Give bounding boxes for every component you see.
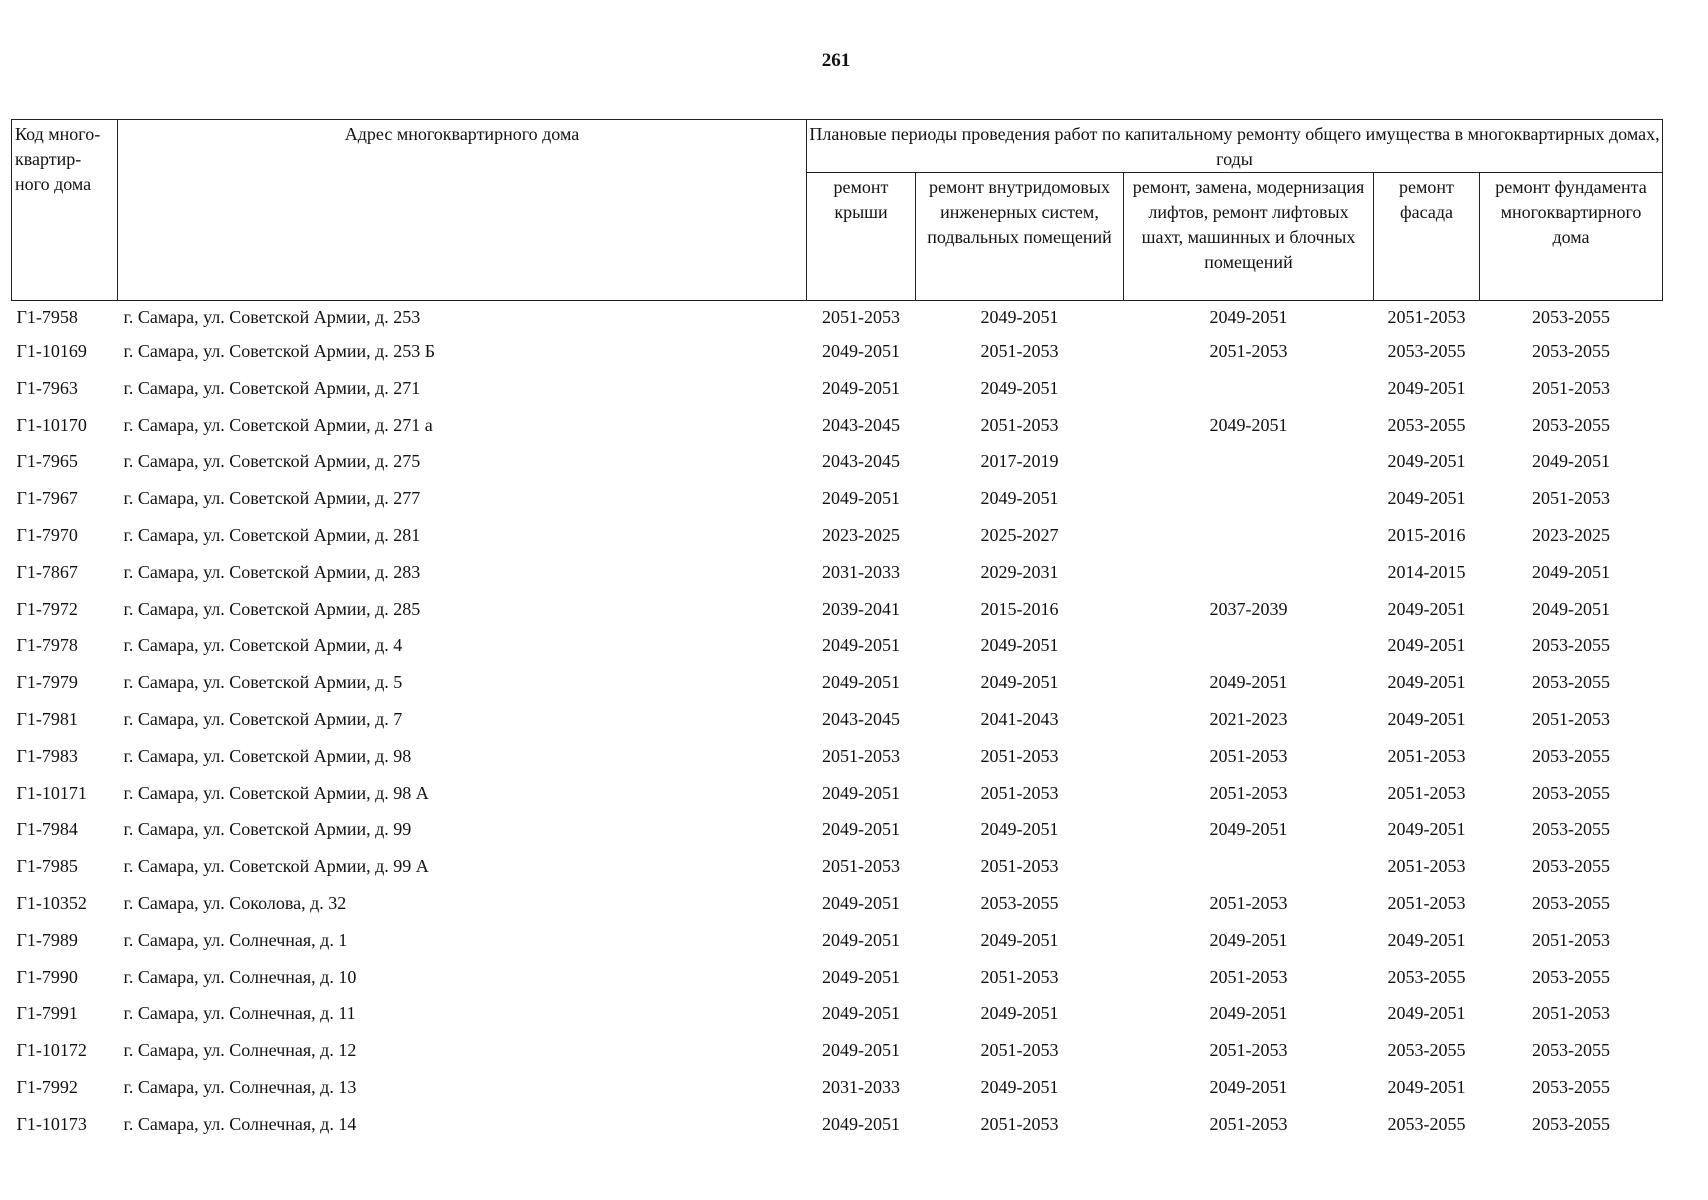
- cell-address: г. Самара, ул. Советской Армии, д. 4: [123, 635, 403, 656]
- cell-roof: 2051-2053: [822, 856, 900, 877]
- cell-roof: 2043-2045: [822, 414, 900, 435]
- cell-systems: 2049-2051: [980, 307, 1059, 327]
- table-row: [12, 448, 1663, 485]
- cell-facade: 2049-2051: [1387, 1076, 1466, 1097]
- cell-lifts: 2051-2053: [1209, 1113, 1288, 1134]
- cell-facade: 2049-2051: [1387, 819, 1466, 840]
- cell-code: Г1-10171: [16, 782, 87, 803]
- cell-address: г. Самара, ул. Советской Армии, д. 5: [123, 672, 403, 693]
- table-header: [12, 120, 1663, 301]
- cell-facade: 2049-2051: [1387, 672, 1466, 693]
- cell-facade: 2049-2051: [1387, 598, 1466, 619]
- cell-address: г. Самара, ул. Советской Армии, д. 253: [123, 307, 421, 327]
- cell-foundation: 2053-2055: [1532, 1113, 1610, 1134]
- cell-systems: 2049-2051: [980, 929, 1059, 950]
- cell-lifts: 2051-2053: [1209, 966, 1288, 987]
- cell-systems: 2029-2031: [980, 561, 1059, 582]
- cell-roof: 2049-2051: [822, 672, 900, 693]
- table-row: [12, 1074, 1663, 1111]
- table-row: [12, 1000, 1663, 1037]
- table-row: [12, 1111, 1663, 1148]
- repair-schedule-table: [11, 119, 1663, 1148]
- cell-address: г. Самара, ул. Солнечная, д. 12: [123, 1040, 357, 1061]
- cell-lifts: 2049-2051: [1209, 1076, 1288, 1097]
- cell-facade: 2049-2051: [1387, 488, 1466, 509]
- cell-lifts: [1124, 522, 1374, 559]
- cell-code: Г1-7990: [16, 966, 78, 987]
- header-roof: ремонт крыши: [807, 173, 916, 301]
- cell-lifts: [1124, 853, 1374, 890]
- cell-lifts: 2051-2053: [1209, 1040, 1288, 1061]
- header-address: Адрес многоквартирного дома: [118, 120, 807, 301]
- table-row: [12, 780, 1663, 817]
- cell-foundation: 2051-2053: [1532, 377, 1610, 398]
- table-body: [12, 301, 1663, 1148]
- cell-code: Г1-10172: [16, 1040, 87, 1061]
- cell-lifts: 2049-2051: [1209, 672, 1288, 693]
- cell-roof: 2049-2051: [822, 782, 900, 803]
- cell-systems: 2049-2051: [980, 488, 1059, 509]
- table-row: [12, 669, 1663, 706]
- cell-foundation: 2053-2055: [1532, 672, 1610, 693]
- cell-address: г. Самара, ул. Солнечная, д. 10: [123, 966, 357, 987]
- cell-facade: 2049-2051: [1387, 708, 1466, 729]
- cell-roof: 2049-2051: [822, 966, 900, 987]
- cell-foundation: 2051-2053: [1532, 708, 1610, 729]
- cell-roof: 2023-2025: [822, 524, 900, 545]
- cell-lifts: 2021-2023: [1209, 708, 1288, 729]
- cell-roof: 2043-2045: [822, 451, 900, 472]
- cell-lifts: 2049-2051: [1209, 414, 1288, 435]
- table-row: [12, 890, 1663, 927]
- cell-code: Г1-7983: [16, 745, 78, 766]
- cell-address: г. Самара, ул. Советской Армии, д. 277: [123, 488, 421, 509]
- table-row: [12, 596, 1663, 633]
- cell-roof: 2031-2033: [822, 1076, 900, 1097]
- cell-facade: 2053-2055: [1387, 1113, 1466, 1134]
- header-lifts: ремонт, замена, модернизация лифтов, ремонт лифтовых шахт, машинных и блочных помещений: [1124, 173, 1374, 301]
- cell-roof: 2049-2051: [822, 819, 900, 840]
- cell-facade: 2053-2055: [1387, 414, 1466, 435]
- cell-roof: 2049-2051: [822, 488, 900, 509]
- cell-lifts: [1124, 632, 1374, 669]
- table-row: [12, 522, 1663, 559]
- cell-systems: 2051-2053: [980, 966, 1059, 987]
- page-number: 261: [821, 50, 851, 71]
- cell-code: Г1-7963: [16, 377, 78, 398]
- cell-foundation: 2053-2055: [1532, 856, 1610, 877]
- table-row: [12, 485, 1663, 522]
- cell-foundation: 2053-2055: [1532, 745, 1610, 766]
- cell-code: Г1-7970: [16, 524, 78, 545]
- cell-roof: 2031-2033: [822, 561, 900, 582]
- cell-systems: 2049-2051: [980, 635, 1059, 656]
- cell-systems: 2041-2043: [980, 708, 1059, 729]
- cell-code: Г1-7991: [16, 1003, 78, 1024]
- cell-facade: 2051-2053: [1387, 892, 1466, 913]
- table-row: [12, 743, 1663, 780]
- cell-roof: 2039-2041: [822, 598, 900, 619]
- cell-systems: 2049-2051: [980, 819, 1059, 840]
- cell-lifts: 2049-2051: [1209, 307, 1288, 327]
- cell-systems: 2051-2053: [980, 782, 1059, 803]
- cell-foundation: 2023-2025: [1532, 524, 1610, 545]
- table-row: [12, 412, 1663, 449]
- cell-foundation: 2053-2055: [1532, 1076, 1610, 1097]
- cell-address: г. Самара, ул. Советской Армии, д. 271: [123, 377, 421, 398]
- cell-lifts: [1124, 559, 1374, 596]
- cell-address: г. Самара, ул. Советской Армии, д. 98 А: [123, 782, 429, 803]
- cell-roof: 2049-2051: [822, 1003, 900, 1024]
- header-systems: ремонт внутридомовых инженерных систем, подвальных помещений: [916, 173, 1124, 301]
- cell-systems: 2025-2027: [980, 524, 1059, 545]
- cell-lifts: 2051-2053: [1209, 745, 1288, 766]
- cell-foundation: 2053-2055: [1532, 635, 1610, 656]
- cell-facade: 2049-2051: [1387, 635, 1466, 656]
- cell-lifts: 2051-2053: [1209, 892, 1288, 913]
- cell-code: Г1-10173: [16, 1113, 87, 1134]
- table-row: [12, 816, 1663, 853]
- cell-code: Г1-7972: [16, 598, 78, 619]
- cell-foundation: 2051-2053: [1532, 488, 1610, 509]
- cell-address: г. Самара, ул. Советской Армии, д. 281: [123, 524, 421, 545]
- cell-roof: 2049-2051: [822, 377, 900, 398]
- cell-address: г. Самара, ул. Солнечная, д. 13: [123, 1076, 357, 1097]
- table-row: [12, 338, 1663, 375]
- cell-systems: 2053-2055: [980, 892, 1059, 913]
- cell-lifts: 2051-2053: [1209, 782, 1288, 803]
- cell-code: Г1-7958: [16, 307, 78, 327]
- cell-code: Г1-10352: [16, 892, 87, 913]
- cell-systems: 2017-2019: [980, 451, 1059, 472]
- cell-foundation: 2049-2051: [1532, 598, 1610, 619]
- header-foundation: ремонт фундамента многоквартирного дома: [1480, 173, 1663, 301]
- header-planned-periods: Плановые периоды проведения работ по капитальному ремонту общего имущества в многоквартирных домах, годы: [807, 120, 1663, 173]
- cell-systems: 2051-2053: [980, 1040, 1059, 1061]
- cell-address: г. Самара, ул. Солнечная, д. 14: [123, 1113, 357, 1134]
- cell-foundation: 2053-2055: [1532, 341, 1610, 361]
- cell-facade: 2014-2015: [1387, 561, 1466, 582]
- cell-roof: 2049-2051: [822, 1040, 900, 1061]
- cell-foundation: 2049-2051: [1532, 451, 1610, 472]
- cell-roof: 2051-2053: [822, 745, 900, 766]
- cell-code: Г1-7981: [16, 708, 78, 729]
- cell-facade: 2051-2053: [1387, 856, 1466, 877]
- table-row: [12, 1037, 1663, 1074]
- table-row: [12, 632, 1663, 669]
- cell-address: г. Самара, ул. Солнечная, д. 1: [123, 929, 348, 950]
- table-row: [12, 927, 1663, 964]
- table-row: [12, 301, 1663, 339]
- cell-address: г. Самара, ул. Советской Армии, д. 98: [123, 745, 412, 766]
- cell-lifts: 2049-2051: [1209, 819, 1288, 840]
- cell-foundation: 2053-2055: [1532, 1040, 1610, 1061]
- header-code: Код много-квартир-ного дома: [12, 120, 118, 301]
- cell-code: Г1-7992: [16, 1076, 78, 1097]
- cell-address: г. Самара, ул. Советской Армии, д. 7: [123, 708, 403, 729]
- cell-facade: 2053-2055: [1387, 1040, 1466, 1061]
- cell-address: г. Самара, ул. Солнечная, д. 11: [123, 1003, 356, 1024]
- cell-roof: 2049-2051: [822, 892, 900, 913]
- cell-lifts: 2049-2051: [1209, 929, 1288, 950]
- cell-lifts: 2037-2039: [1209, 598, 1288, 619]
- cell-lifts: [1124, 485, 1374, 522]
- cell-systems: 2051-2053: [980, 341, 1059, 361]
- cell-roof: 2049-2051: [822, 635, 900, 656]
- cell-address: г. Самара, ул. Советской Армии, д. 285: [123, 598, 421, 619]
- cell-code: Г1-10170: [16, 414, 87, 435]
- cell-code: Г1-10169: [16, 341, 87, 361]
- cell-facade: 2049-2051: [1387, 929, 1466, 950]
- cell-facade: 2051-2053: [1387, 307, 1466, 327]
- cell-foundation: 2053-2055: [1532, 782, 1610, 803]
- cell-systems: 2049-2051: [980, 672, 1059, 693]
- cell-facade: 2053-2055: [1387, 341, 1466, 361]
- cell-code: Г1-7989: [16, 929, 78, 950]
- cell-code: Г1-7984: [16, 819, 78, 840]
- cell-roof: 2051-2053: [822, 307, 900, 327]
- cell-lifts: 2051-2053: [1209, 341, 1288, 361]
- cell-foundation: 2053-2055: [1532, 966, 1610, 987]
- cell-code: Г1-7985: [16, 856, 78, 877]
- cell-address: г. Самара, ул. Советской Армии, д. 99 А: [123, 856, 429, 877]
- cell-systems: 2015-2016: [980, 598, 1059, 619]
- cell-code: Г1-7867: [16, 561, 78, 582]
- cell-facade: 2049-2051: [1387, 1003, 1466, 1024]
- cell-foundation: 2051-2053: [1532, 1003, 1610, 1024]
- cell-systems: 2049-2051: [980, 1076, 1059, 1097]
- cell-roof: 2049-2051: [822, 929, 900, 950]
- table-row: [12, 706, 1663, 743]
- cell-address: г. Самара, ул. Советской Армии, д. 283: [123, 561, 421, 582]
- cell-code: Г1-7967: [16, 488, 78, 509]
- cell-foundation: 2049-2051: [1532, 561, 1610, 582]
- cell-systems: 2051-2053: [980, 745, 1059, 766]
- cell-roof: 2049-2051: [822, 1113, 900, 1134]
- cell-foundation: 2053-2055: [1532, 414, 1610, 435]
- cell-systems: 2051-2053: [980, 856, 1059, 877]
- table-row: [12, 853, 1663, 890]
- cell-address: г. Самара, ул. Советской Армии, д. 271 а: [123, 414, 433, 435]
- cell-lifts: [1124, 375, 1374, 412]
- table-row: [12, 559, 1663, 596]
- table-row: [12, 964, 1663, 1001]
- cell-systems: 2051-2053: [980, 1113, 1059, 1134]
- cell-systems: 2051-2053: [980, 414, 1059, 435]
- cell-foundation: 2053-2055: [1532, 307, 1610, 327]
- cell-facade: 2051-2053: [1387, 782, 1466, 803]
- cell-foundation: 2053-2055: [1532, 819, 1610, 840]
- cell-systems: 2049-2051: [980, 377, 1059, 398]
- cell-lifts: 2049-2051: [1209, 1003, 1288, 1024]
- cell-code: Г1-7965: [16, 451, 78, 472]
- cell-address: г. Самара, ул. Советской Армии, д. 253 Б: [123, 341, 436, 361]
- cell-facade: 2049-2051: [1387, 377, 1466, 398]
- cell-facade: 2051-2053: [1387, 745, 1466, 766]
- cell-facade: 2053-2055: [1387, 966, 1466, 987]
- cell-address: г. Самара, ул. Соколова, д. 32: [123, 892, 347, 913]
- header-facade: ремонт фасада: [1374, 173, 1480, 301]
- cell-facade: 2015-2016: [1387, 524, 1466, 545]
- table-row: [12, 375, 1663, 412]
- cell-facade: 2049-2051: [1387, 451, 1466, 472]
- cell-foundation: 2051-2053: [1532, 929, 1610, 950]
- cell-code: Г1-7979: [16, 672, 78, 693]
- cell-address: г. Самара, ул. Советской Армии, д. 275: [123, 451, 421, 472]
- cell-code: Г1-7978: [16, 635, 78, 656]
- cell-address: г. Самара, ул. Советской Армии, д. 99: [123, 819, 412, 840]
- cell-roof: 2049-2051: [822, 341, 900, 361]
- cell-systems: 2049-2051: [980, 1003, 1059, 1024]
- cell-roof: 2043-2045: [822, 708, 900, 729]
- cell-lifts: [1124, 448, 1374, 485]
- cell-foundation: 2053-2055: [1532, 892, 1610, 913]
